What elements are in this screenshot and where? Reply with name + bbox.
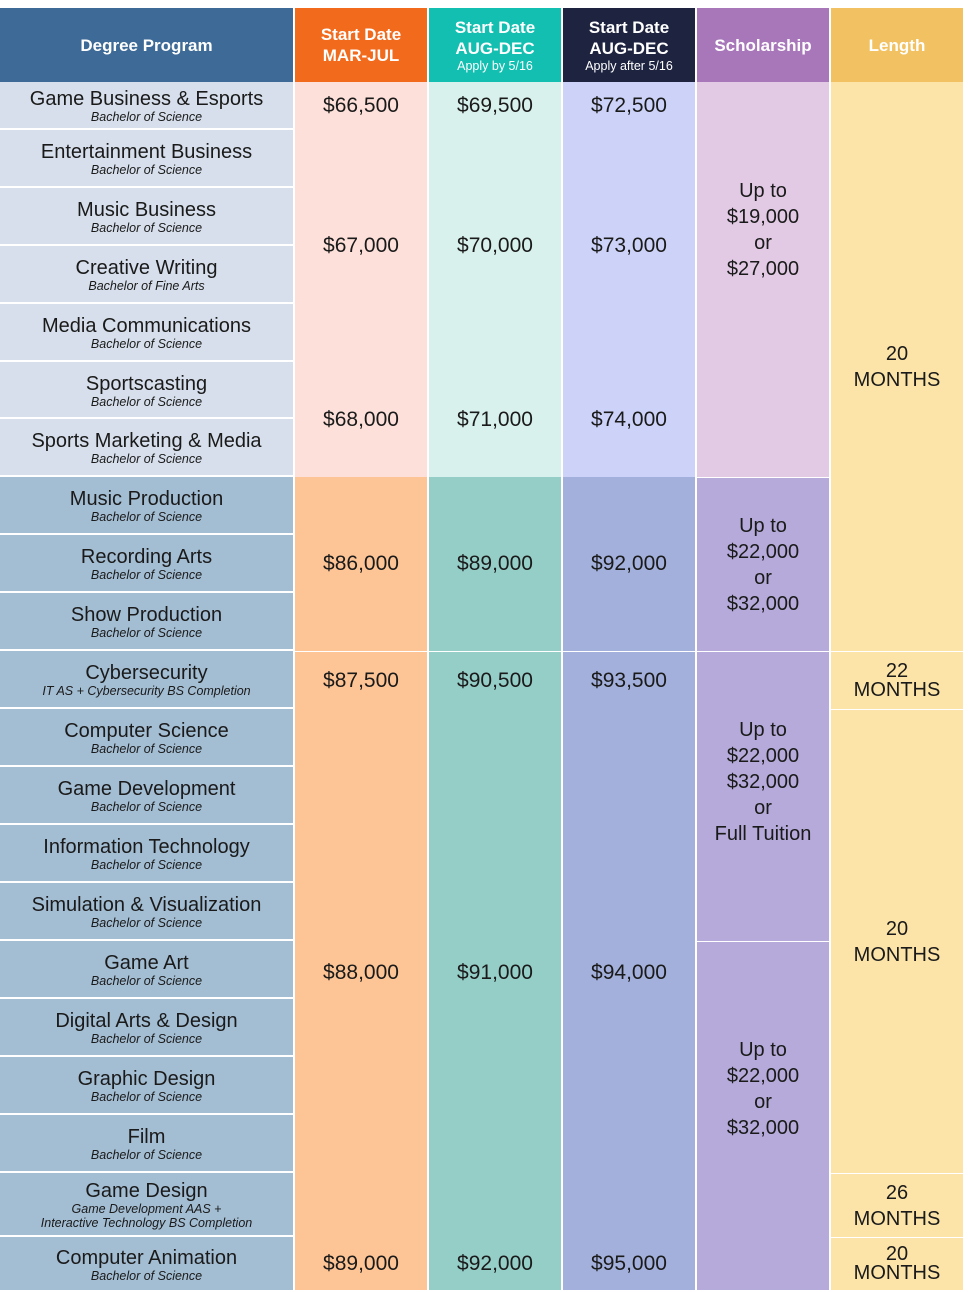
scholarship-line: Full Tuition: [714, 822, 812, 845]
price-value: $94,000: [591, 961, 667, 984]
program-name: Game Business & Esports: [29, 88, 264, 110]
price-aug-dec-late: [563, 130, 695, 362]
price-value: $89,000: [323, 1251, 399, 1275]
scholarship-line: Up to: [739, 1038, 787, 1061]
scholarship-line: $22,000: [726, 744, 800, 767]
price-mar-jul: [295, 82, 427, 130]
program-row: [0, 535, 293, 593]
length-cell: [831, 82, 963, 651]
price-mar-jul: [295, 362, 427, 477]
program-degree-type-line2: Interactive Technology BS Completion: [40, 1216, 253, 1230]
program-degree-type: Bachelor of Science: [90, 110, 203, 124]
price-aug-dec-early: [429, 362, 561, 477]
program-name: Graphic Design: [77, 1068, 216, 1090]
length-unit: MONTHS: [853, 943, 941, 966]
price-aug-dec-late: [563, 82, 695, 130]
price-mar-jul: [295, 651, 427, 709]
program-degree-type: Bachelor of Science: [90, 742, 203, 756]
program-name: Game Development: [57, 778, 236, 800]
price-value: $93,500: [591, 668, 667, 692]
program-degree-type: Bachelor of Science: [90, 510, 203, 524]
program-row: [0, 1237, 293, 1290]
price-value: $71,000: [457, 407, 533, 431]
program-name: Cybersecurity: [85, 662, 208, 684]
program-degree-type: Bachelor of Science: [90, 163, 203, 177]
header-start-date-label: Start Date: [320, 25, 402, 44]
length-number: 22: [885, 659, 909, 682]
program-row: [0, 188, 293, 246]
program-row: [0, 477, 293, 535]
header-start-date-label: Start Date: [588, 17, 670, 37]
length-cell: [831, 709, 963, 1173]
price-aug-dec-early: [429, 651, 561, 709]
price-value: $87,500: [323, 668, 399, 692]
price-value: $91,000: [457, 961, 533, 984]
program-row: [0, 304, 293, 362]
scholarship-line: $32,000: [726, 770, 800, 793]
program-degree-type: Bachelor of Science: [90, 337, 203, 351]
price-value: $86,000: [323, 552, 399, 575]
price-mar-jul: [295, 130, 427, 362]
program-row: [0, 999, 293, 1057]
price-mar-jul: [295, 477, 427, 651]
program-row: [0, 1115, 293, 1173]
program-row: [0, 362, 293, 419]
program-name: Digital Arts & Design: [55, 1010, 238, 1032]
program-degree-type: Bachelor of Science: [90, 974, 203, 988]
program-name: Simulation & Visualization: [31, 894, 262, 916]
length-unit: MONTHS: [853, 1262, 941, 1284]
scholarship-cell: [697, 82, 829, 477]
price-value: $69,500: [457, 94, 533, 117]
price-aug-dec-late: [563, 651, 695, 709]
header-start-aug-dec-late: [563, 8, 695, 82]
program-name: Information Technology: [43, 836, 250, 858]
program-degree-type: Bachelor of Science: [90, 221, 203, 235]
header-term-label: AUG-DEC: [455, 38, 535, 58]
program-degree-type: Bachelor of Science: [90, 1032, 203, 1046]
header-start-date-label: Start Date: [454, 17, 536, 37]
scholarship-cell: [697, 477, 829, 651]
scholarship-line: Up to: [739, 718, 787, 741]
program-name: Computer Science: [64, 720, 229, 742]
header-scholarship: [697, 8, 829, 82]
scholarship-line: Up to: [739, 179, 787, 202]
scholarship-line: $22,000: [726, 540, 800, 563]
length-number: 20: [885, 1243, 909, 1265]
program-row: [0, 130, 293, 188]
price-aug-dec-early: [429, 130, 561, 362]
length-number: 20: [885, 917, 909, 940]
scholarship-line: Up to: [739, 514, 787, 537]
program-name: Sportscasting: [85, 372, 208, 395]
price-value: $72,500: [591, 94, 667, 117]
scholarship-line: or: [754, 1090, 772, 1113]
price-mar-jul: [295, 1237, 427, 1290]
program-row: [0, 419, 293, 477]
program-degree-type: Bachelor of Science: [90, 858, 203, 872]
price-aug-dec-early: [429, 1237, 561, 1290]
length-number: 26: [885, 1181, 909, 1204]
header-start-mar-jul: [295, 8, 427, 82]
program-degree-type: Game Development AAS +: [71, 1202, 222, 1216]
program-name: Music Production: [69, 488, 224, 510]
price-aug-dec-late: [563, 1237, 695, 1290]
program-name: Creative Writing: [75, 257, 218, 279]
header-start-aug-dec-early: [429, 8, 561, 82]
price-value: $73,000: [591, 234, 667, 257]
price-aug-dec-early: [429, 709, 561, 1237]
header-term-label: MAR-JUL: [322, 46, 400, 65]
program-name: Entertainment Business: [40, 141, 253, 163]
scholarship-cell: [697, 941, 829, 1290]
length-unit: MONTHS: [853, 1207, 941, 1230]
header-apply-note: Apply after 5/16: [585, 58, 673, 73]
program-degree-type: Bachelor of Science: [90, 626, 203, 640]
program-row: [0, 246, 293, 304]
program-name: Show Production: [70, 604, 223, 626]
header-length-label: Length: [868, 35, 926, 55]
scholarship-line: $22,000: [726, 1064, 800, 1087]
scholarship-line: $32,000: [726, 1116, 800, 1139]
price-aug-dec-early: [429, 477, 561, 651]
program-name: Sports Marketing & Media: [31, 430, 262, 452]
program-degree-type: Bachelor of Science: [90, 394, 203, 409]
header-degree-program: [0, 8, 293, 82]
program-degree-type: Bachelor of Science: [90, 568, 203, 582]
price-value: $95,000: [591, 1251, 667, 1275]
scholarship-line: $27,000: [726, 257, 800, 280]
price-value: $74,000: [591, 407, 667, 431]
program-row: [0, 1057, 293, 1115]
program-name: Media Communications: [42, 315, 251, 337]
price-aug-dec-late: [563, 477, 695, 651]
length-unit: MONTHS: [853, 368, 941, 391]
header-degree-program-label: Degree Program: [80, 35, 213, 55]
program-degree-type: Bachelor of Science: [90, 916, 203, 930]
header-scholarship-label: Scholarship: [714, 35, 812, 55]
program-degree-type: Bachelor of Science: [90, 800, 203, 814]
program-row: [0, 825, 293, 883]
header-apply-note: Apply by 5/16: [457, 58, 533, 73]
program-degree-type: IT AS + Cybersecurity BS Completion: [42, 684, 251, 698]
program-row: [0, 593, 293, 651]
length-unit: MONTHS: [853, 678, 941, 701]
program-row: [0, 883, 293, 941]
program-row: [0, 651, 293, 709]
price-value: $70,000: [457, 234, 533, 257]
header-term-label: AUG-DEC: [589, 38, 669, 58]
length-cell: [831, 1173, 963, 1237]
program-degree-type: Bachelor of Science: [90, 1090, 203, 1104]
program-row: [0, 709, 293, 767]
scholarship-line: or: [754, 231, 772, 254]
scholarship-line: $32,000: [726, 592, 800, 615]
header-length: [831, 8, 963, 82]
price-aug-dec-late: [563, 362, 695, 477]
scholarship-line: or: [754, 796, 772, 819]
price-value: $88,000: [323, 961, 399, 984]
program-name: Computer Animation: [55, 1246, 238, 1269]
program-degree-type: Bachelor of Science: [90, 1148, 203, 1162]
price-value: $67,000: [323, 234, 399, 257]
program-name: Recording Arts: [80, 546, 213, 568]
price-value: $92,000: [591, 552, 667, 575]
length-cell: [831, 651, 963, 709]
price-value: $92,000: [457, 1251, 533, 1275]
price-aug-dec-late: [563, 709, 695, 1237]
program-degree-type: Bachelor of Science: [90, 1268, 203, 1283]
program-row: [0, 767, 293, 825]
price-mar-jul: [295, 709, 427, 1237]
program-name: Game Design: [85, 1180, 208, 1202]
program-degree-type: Bachelor of Fine Arts: [88, 279, 205, 293]
scholarship-cell: [697, 651, 829, 941]
scholarship-line: $19,000: [726, 205, 800, 228]
scholarship-line: or: [754, 566, 772, 589]
price-value: $68,000: [323, 407, 399, 431]
program-name: Film: [127, 1126, 166, 1148]
price-aug-dec-early: [429, 82, 561, 130]
price-value: $90,500: [457, 668, 533, 692]
program-row: [0, 1173, 293, 1237]
program-row: [0, 941, 293, 999]
program-name: Game Art: [104, 952, 189, 974]
program-degree-type: Bachelor of Science: [90, 452, 203, 466]
length-cell: [831, 1237, 963, 1290]
program-row: [0, 82, 293, 130]
length-number: 20: [885, 342, 909, 365]
price-value: $89,000: [457, 552, 533, 575]
program-name: Music Business: [77, 199, 216, 221]
price-value: $66,500: [323, 94, 399, 117]
